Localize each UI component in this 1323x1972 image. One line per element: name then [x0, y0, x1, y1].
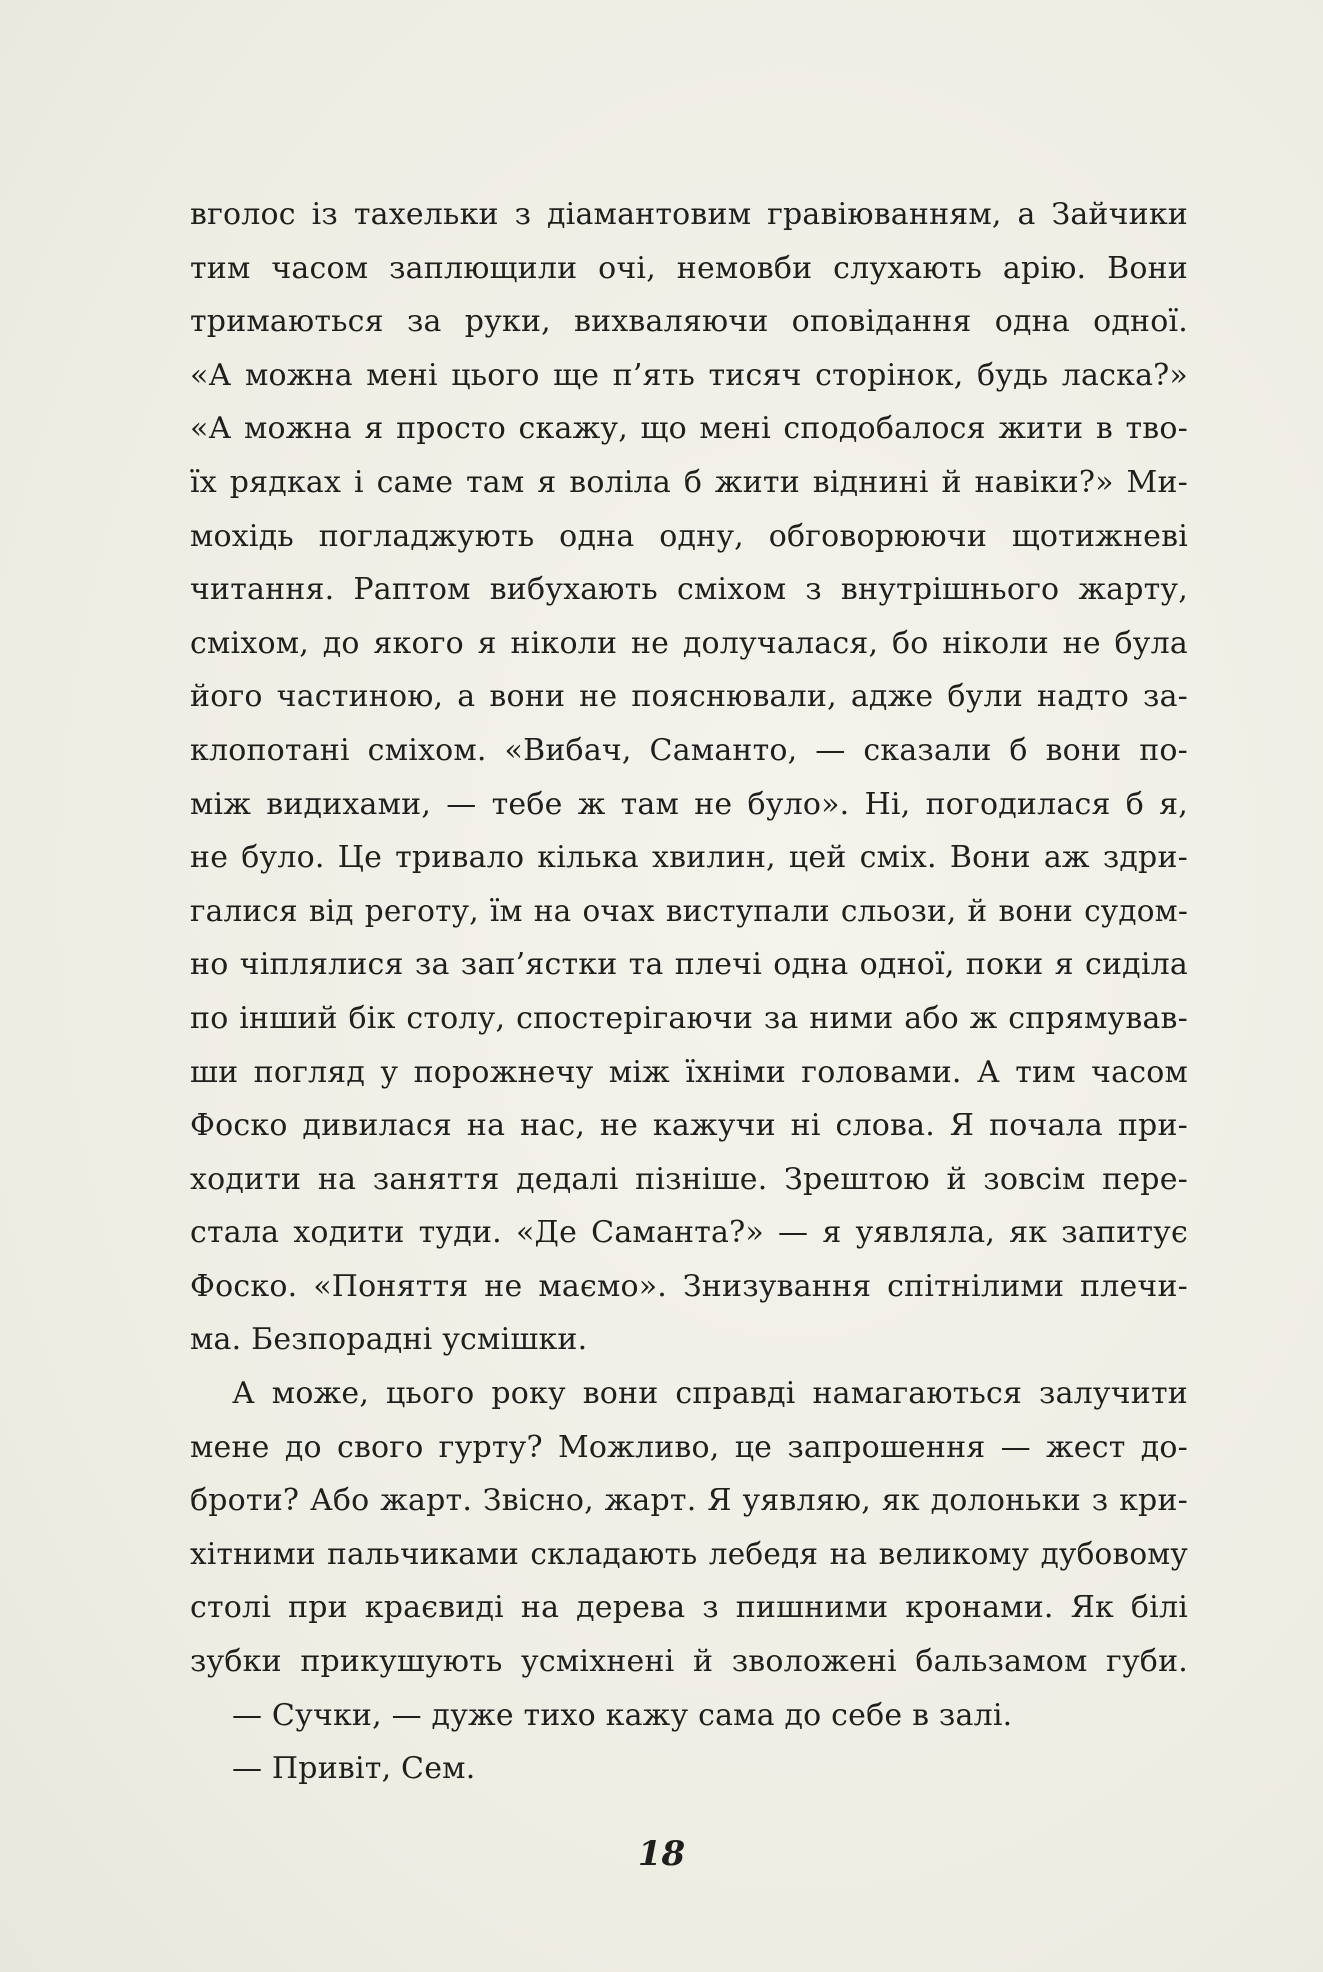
text-line: ши погляд у порожнечу між їхніми головами. А тим часом [190, 1054, 1188, 1090]
text-line: тримаються за руки, вихваляючи оповідання одна одної. [190, 304, 1188, 340]
text-line: між видихами, — тебе ж там не було». Ні, погодилася б я, [190, 786, 1188, 822]
text-line: Фоско дивилася на нас, не кажучи ні слова. Я почала при- [190, 1108, 1188, 1144]
text-line: «А можна мені цього ще п’ять тисяч сторінок, будь ласка?» [190, 357, 1188, 393]
text-line: зубки прикушують усміхнені й зволожені бальзамом губи. [190, 1644, 1188, 1680]
text-line: хітними пальчиками складають лебедя на великому дубовому [190, 1536, 1188, 1571]
text-line: сміхом, до якого я ніколи не долучалася, бо ніколи не була [190, 625, 1188, 661]
text-line: ходити на заняття дедалі пізніше. Зрештою й зовсім пере- [190, 1161, 1188, 1197]
text-line: читання. Раптом вибухають сміхом з внутрішнього жарту, [190, 572, 1188, 608]
text-line: но чіплялися за зап’ястки та плечі одна одної, поки я сиділа [190, 947, 1188, 983]
text-line: не було. Це тривало кілька хвилин, цей сміх. Вони аж здри- [190, 840, 1188, 876]
page-number: 18 [637, 1834, 686, 1874]
text-line: вголос із тахельки з діамантовим гравіюванням, а Зайчики [190, 197, 1188, 232]
dialogue-line: — Сучки, — дуже тихо кажу сама до себе в залі. [232, 1697, 1013, 1733]
text-line: по інший бік столу, спостерігаючи за ними або ж спрямував- [190, 1000, 1188, 1036]
text-line: стала ходити туди. «Де Саманта?» — я уявляла, як запитує [190, 1215, 1188, 1251]
text-line: А може, цього року вони справді намагаються залучити [232, 1376, 1188, 1412]
text-line: «А можна я просто скажу, що мені сподобалося жити в тво- [190, 411, 1188, 447]
text-line: мохідь погладжують одна одну, обговорюючи щотижневі [190, 518, 1188, 554]
text-line: Фоско. «Поняття не маємо». Знизування спітнілими плечи- [190, 1268, 1188, 1304]
text-line: ма. Безпорадні усмішки. [190, 1322, 588, 1358]
text-line: клопотані сміхом. «Вибач, Саманто, — сказали б вони по- [190, 732, 1188, 768]
text-line: броти? Або жарт. Звісно, жарт. Я уявляю, як долоньки з кри- [190, 1483, 1188, 1519]
body-text [190, 188, 1188, 1796]
dialogue-line: — Привіт, Сем. [232, 1751, 476, 1787]
text-line: їх рядках і саме там я воліла б жити віднині й навіки?» Ми- [190, 464, 1188, 500]
text-line: столі при краєвиді на дерева з пишними кронами. Як білі [190, 1590, 1188, 1626]
text-line: галися від реготу, їм на очах виступали сльози, й вони судом- [190, 893, 1188, 928]
text-line: його частиною, а вони не пояснювали, адже були надто за- [190, 679, 1188, 715]
text-line: тим часом заплющили очі, немовби слухають арію. Вони [190, 250, 1188, 286]
text-line: мене до свого гурту? Можливо, це запрошення — жест до- [190, 1429, 1188, 1465]
